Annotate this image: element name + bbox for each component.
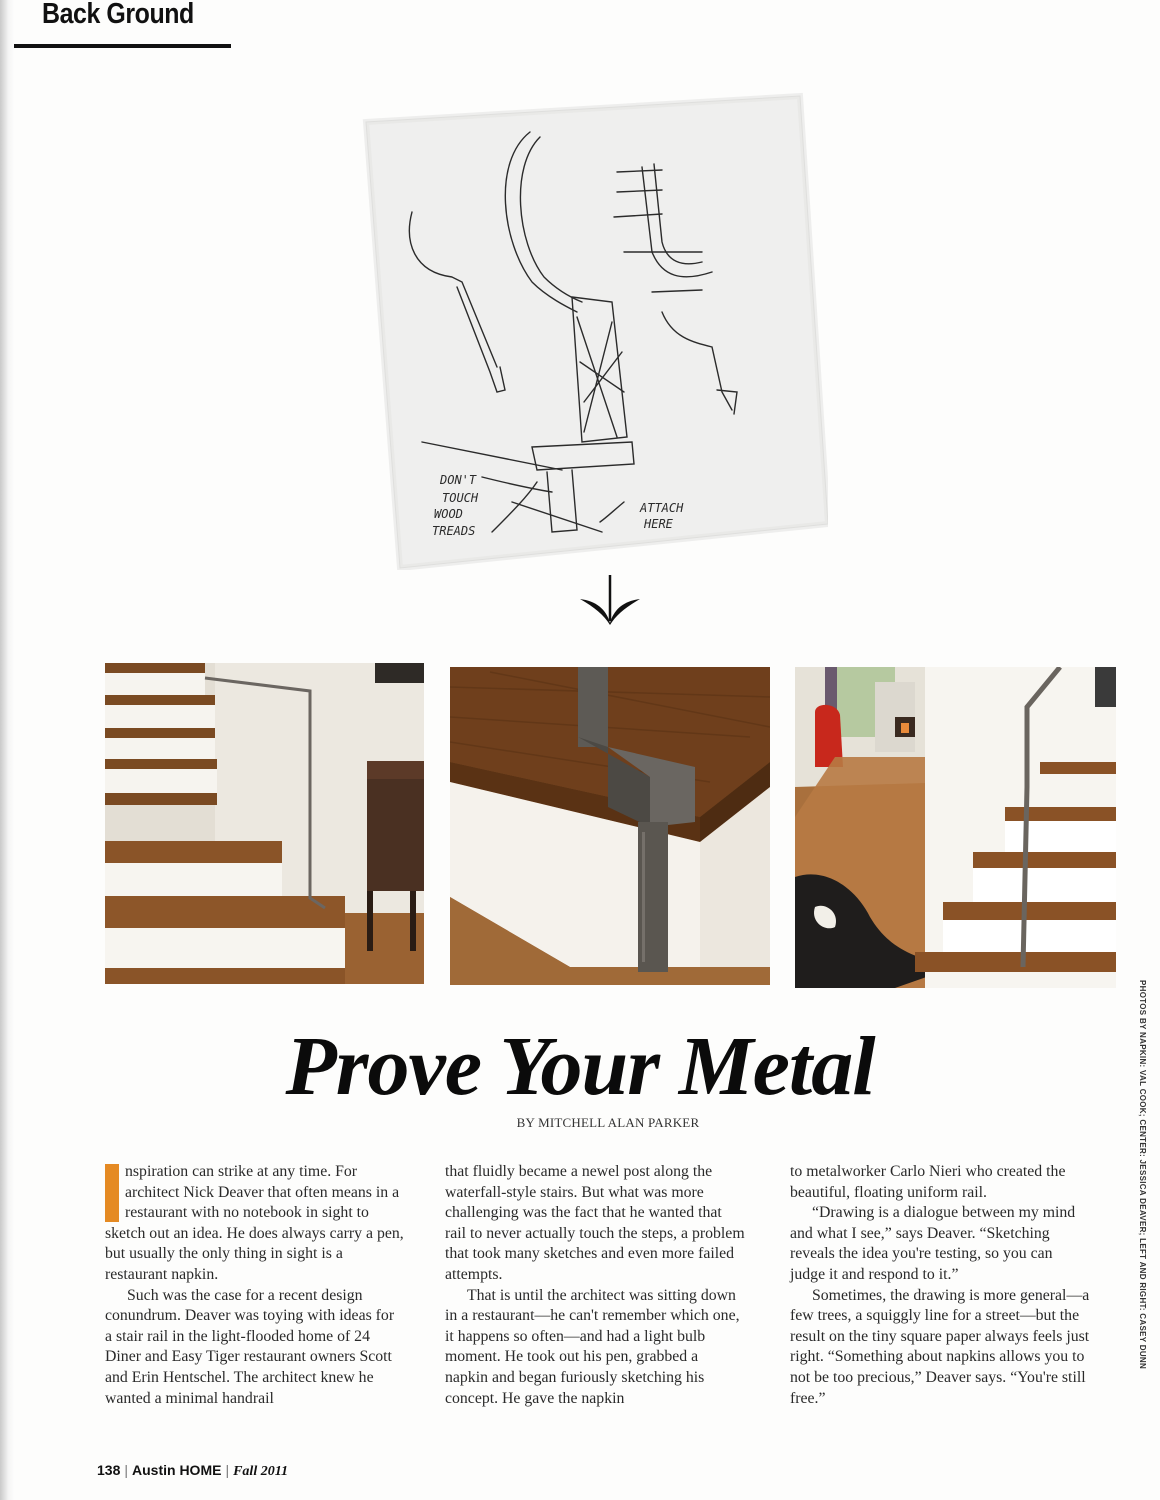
napkin-note-line: TOUCH bbox=[442, 491, 479, 505]
photo-living-room-stairs bbox=[795, 667, 1116, 988]
napkin-note-line: WOOD bbox=[434, 507, 463, 521]
paragraph: Sometimes, the drawing is more general—a few trees, a squiggly line for a street—but the result on the tiny square paper always feels just right. “Something about napkins allows you to not be too precious,” Deaver says. “You're still free.” bbox=[790, 1286, 1090, 1407]
paragraph: to metalworker Carlo Nieri who created the beautiful, floating uniform rail. bbox=[790, 1163, 1066, 1201]
paragraph: That is until the architect was sitting down in a restaurant—he can't remember which one, it happens so often—and had a light bulb moment. He took out his pen, grabbed a napkin and began furiously sketching his concept. He gave the napkin bbox=[445, 1286, 740, 1407]
napkin-sketch bbox=[362, 92, 828, 570]
headline: Prove Your Metal bbox=[285, 1020, 875, 1113]
dropcap-i bbox=[105, 1164, 119, 1222]
photo-stairs-chair bbox=[105, 663, 424, 984]
photo-credit bbox=[1138, 980, 1148, 1440]
article-column-3 bbox=[790, 1162, 1090, 1409]
napkin-note-line: DON'T bbox=[440, 473, 477, 487]
folio-separator: | bbox=[225, 1462, 230, 1478]
paragraph: “Drawing is a dialogue between my mind and what I see,” says Deaver. “Sketching reveals the idea you're testing, so you can judge it and respond to it.” bbox=[790, 1204, 1076, 1283]
page-number: 138 bbox=[97, 1462, 121, 1478]
section-label: Back Ground bbox=[42, 0, 194, 30]
napkin-note-line: TREADS bbox=[432, 524, 476, 538]
page-fold-shadow bbox=[0, 0, 14, 1500]
paragraph: nspiration can strike at any time. For architect Nick Deaver that often means in a restaurant with no notebook in sight to sketch out an idea. He does always carry a pen, but usually the only thing in sight is a restaurant napkin. bbox=[105, 1163, 404, 1283]
paragraph: that fluidly became a newel post along the waterfall-style stairs. But what was more challenging was the fact that he wanted that rail to never actually touch the steps, a problem that took many sketches and even more failed attempts. bbox=[445, 1163, 745, 1283]
article-column-2 bbox=[445, 1162, 745, 1409]
photo-credit-text: PHOTOS BY NAPKIN: VAL COOK; CENTER: JESSICA DEAVER; LEFT AND RIGHT: CASEY DUNN bbox=[1138, 980, 1147, 1370]
section-rule bbox=[14, 44, 231, 48]
magazine-name: Austin HOME bbox=[132, 1462, 222, 1478]
napkin-note-line: HERE bbox=[644, 517, 673, 531]
paragraph: Such was the case for a recent design conundrum. Deaver was toying with ideas for a stair rail in the light-flooded home of 24 Diner and Easy Tiger restaurant owners Scott and Erin Hentschel. The architect knew he wanted a minimal handrail bbox=[105, 1286, 395, 1407]
photo-rail-closeup bbox=[450, 667, 770, 985]
folio bbox=[97, 1462, 288, 1480]
folio-separator: | bbox=[124, 1462, 128, 1478]
article-column-1 bbox=[105, 1162, 405, 1409]
byline: BY MITCHELL ALAN PARKER bbox=[516, 1115, 700, 1130]
arrow-down-icon bbox=[578, 575, 642, 627]
napkin-note-line: ATTACH bbox=[640, 501, 684, 515]
issue-season: Fall 2011 bbox=[233, 1464, 288, 1479]
